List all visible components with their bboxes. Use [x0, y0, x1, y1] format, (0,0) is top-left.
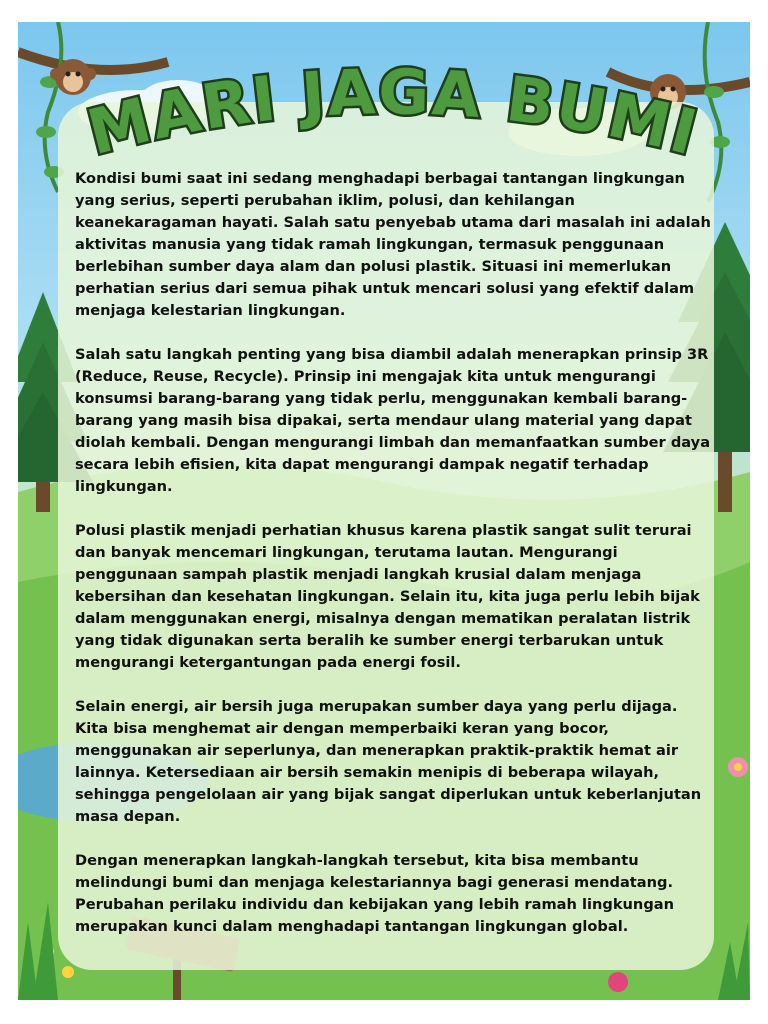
poster: [18, 22, 750, 1000]
paragraph: Polusi plastik menjadi perhatian khusus karena plastik sangat sulit terurai dan banyak mencemari lingkungan, terutama lautan. Mengurangi penggunaan sampah plastik menjadi langkah krusial dalam menjaga kebersihan dan kesehatan lingkungan. Selain itu, kita juga perlu lebih bijak dalam menggunakan energi, misalnya dengan mematikan peralatan listrik yang tidak digunakan serta beralih ke sumber energi terbarukan untuk mengurangi ketergantungan pada energi fosil.: [75, 522, 700, 671]
paragraph: Kondisi bumi saat ini sedang menghadapi berbagai tantangan lingkungan yang serius, seperti perubahan iklim, polusi, dan kehilangan keanekaragaman hayati. Salah satu penyebab utama dari masalah ini adalah aktivitas manusia yang tidak ramah lingkungan, termasuk penggunaan berlebihan sumber daya alam dan polusi plastik. Situasi ini memerlukan perhatian serius dari semua pihak untuk mencari solusi yang efektif dalam menjaga kelestarian lingkungan.: [75, 170, 711, 319]
title-banner: [18, 22, 750, 172]
page-title: MARI JAGA BUMI: [80, 55, 706, 170]
paragraph: Dengan menerapkan langkah-langkah tersebut, kita bisa membantu melindungi bumi dan menjaga kelestariannya bagi generasi mendatang. Perubahan perilaku individu dan kebijakan yang lebih ramah lingkungan merupakan kunci dalam menghadapi tantangan lingkungan global.: [75, 852, 674, 935]
paragraph: Salah satu langkah penting yang bisa diambil adalah menerapkan prinsip 3R (Reduce, Reuse, Recycle). Prinsip ini mengajak kita untuk mengurangi konsumsi barang-barang yang tidak perlu, menggunakan kembali barang-barang yang masih bisa dipakai, serta mendaur ulang material yang dapat diolah kembali. Dengan mengurangi limbah dan memanfaatkan sumber daya secara lebih efisien, kita dapat mengurangi dampak negatif terhadap lingkungan.: [75, 346, 711, 495]
paragraph: Selain energi, air bersih juga merupakan sumber daya yang perlu dijaga. Kita bisa menghemat air dengan memperbaiki keran yang bocor, menggunakan air seperlunya, dan menerapkan praktik-praktik hemat air lainnya. Ketersediaan air bersih semakin menipis di beberapa wilayah, sehingga pengelolaan air yang bijak sangat diperlukan untuk keberlanjutan masa depan.: [75, 698, 702, 825]
article-body: [75, 168, 715, 938]
